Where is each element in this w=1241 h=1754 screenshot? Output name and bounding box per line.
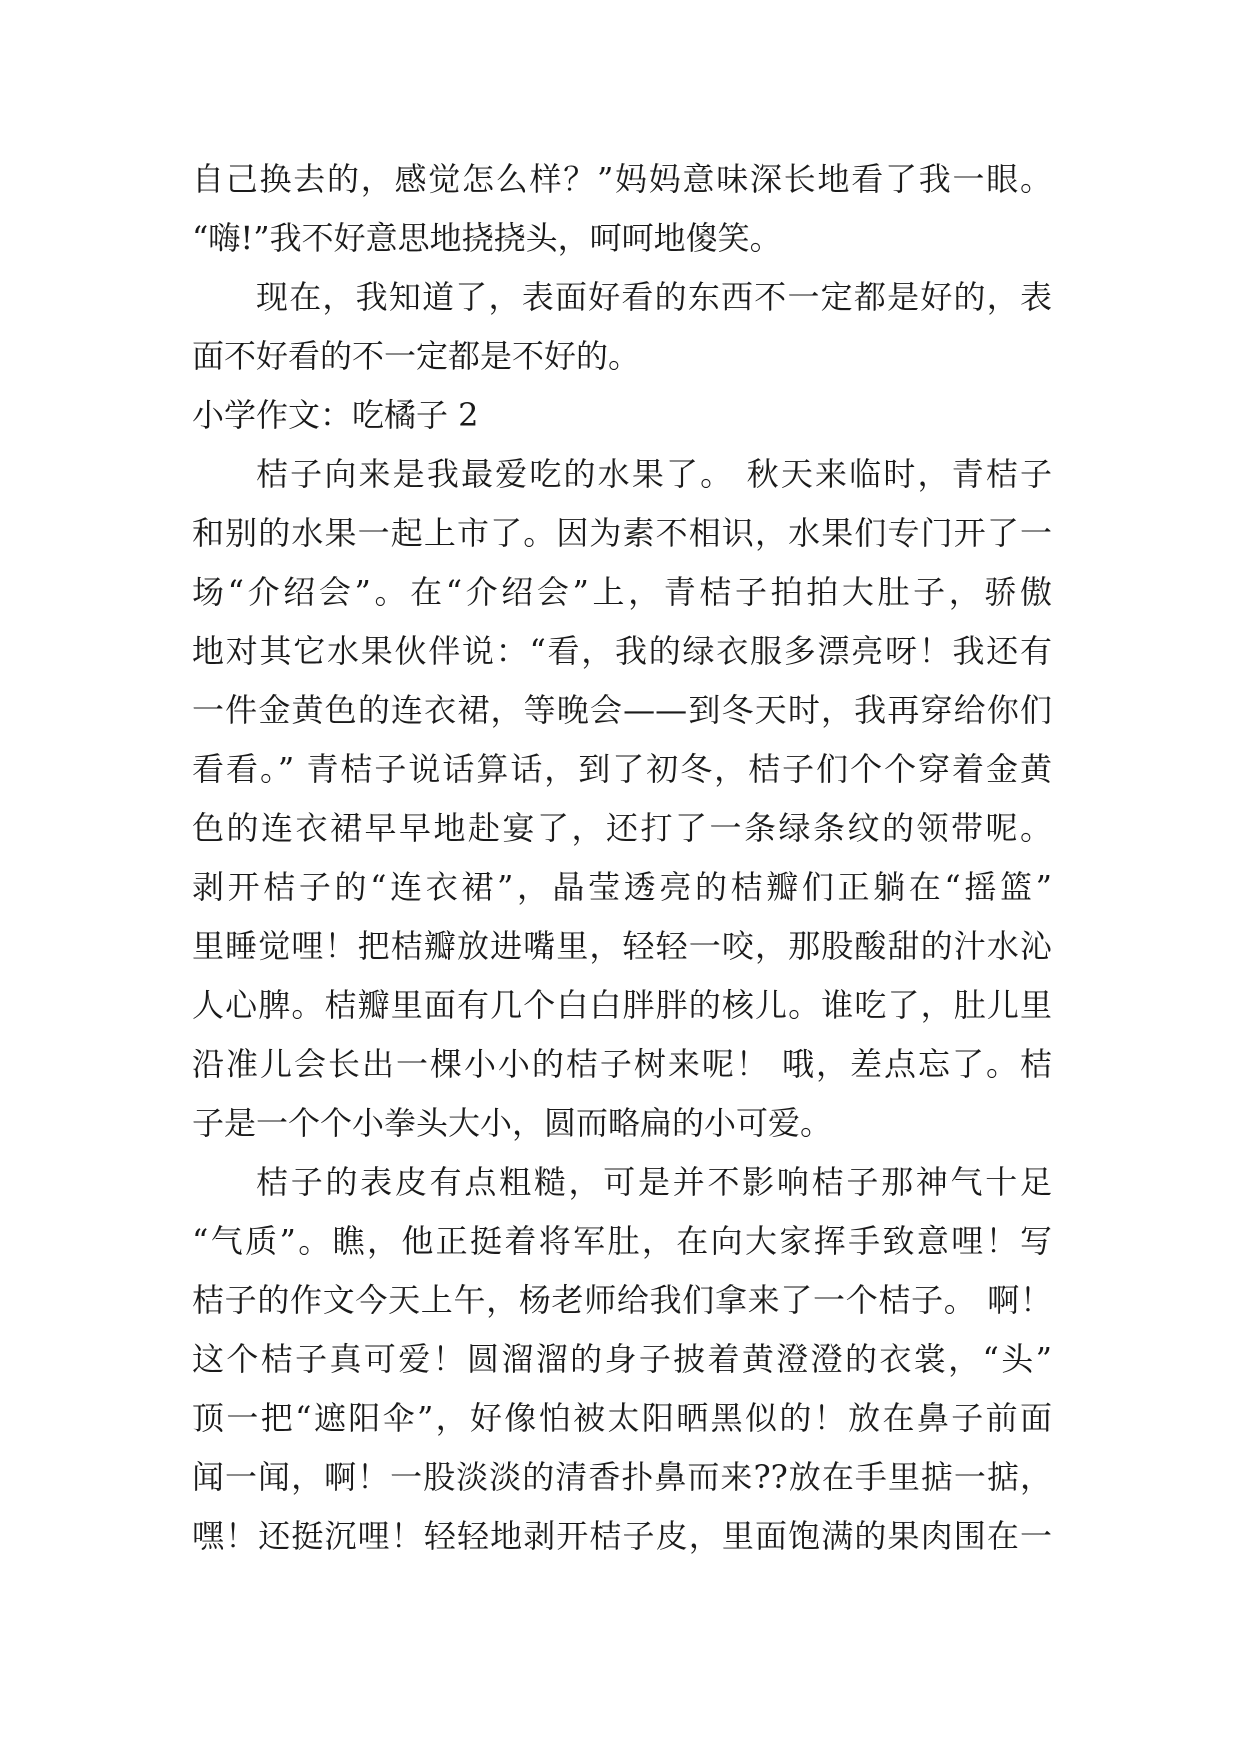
- text-line: 一件金黄色的连衣裙，等晚会——到冬天时，我再穿给你们: [192, 691, 1052, 729]
- text-line: 沿准儿会长出一棵小小的桔子树来呢！ 哦，差点忘了。桔: [192, 1045, 1052, 1083]
- text-line: “气质”。瞧，他正挺着将军肚，在向大家挥手致意哩！写: [192, 1222, 1052, 1260]
- essay-body: [192, 150, 1052, 1566]
- paragraph-first-line: 桔子的表皮有点粗糙，可是并不影响桔子那神气十足: [256, 1163, 1052, 1201]
- text-line: 这个桔子真可爱！圆溜溜的身子披着黄澄澄的衣裳，“头”: [192, 1340, 1052, 1378]
- text-line: 场“介绍会”。在“介绍会”上，青桔子拍拍大肚子，骄傲: [192, 573, 1052, 611]
- text-line: 子是一个个小拳头大小，圆而略扁的小可爱。: [192, 1104, 833, 1142]
- text-line: 嘿！还挺沉哩！轻轻地剥开桔子皮，里面饱满的果肉围在一: [192, 1517, 1052, 1555]
- text-line: 色的连衣裙早早地赴宴了，还打了一条绿条纹的领带呢。: [192, 809, 1052, 847]
- text-line: 看看。” 青桔子说话算话，到了初冬，桔子们个个穿着金黄: [192, 750, 1052, 788]
- section-heading: 小学作文：吃橘子 2: [192, 396, 479, 434]
- paragraph-first-line: 桔子向来是我最爱吃的水果了。 秋天来临时，青桔子: [256, 455, 1052, 493]
- text-line: 面不好看的不一定都是不好的。: [192, 337, 641, 375]
- text-line: 人心脾。桔瓣里面有几个白白胖胖的核儿。谁吃了，肚儿里: [192, 986, 1052, 1024]
- text-line: 地对其它水果伙伴说：“看，我的绿衣服多漂亮呀！我还有: [192, 632, 1052, 670]
- text-line: 里睡觉哩！把桔瓣放进嘴里，轻轻一咬，那股酸甜的汁水沁: [192, 927, 1052, 965]
- text-line: 剥开桔子的“连衣裙”，晶莹透亮的桔瓣们正躺在“摇篮”: [192, 868, 1052, 906]
- text-line: “嗨!”我不好意思地挠挠头，呵呵地傻笑。: [192, 219, 782, 257]
- text-line: 顶一把“遮阳伞”，好像怕被太阳晒黑似的！放在鼻子前面: [192, 1399, 1052, 1437]
- text-line: 桔子的作文今天上午，杨老师给我们拿来了一个桔子。 啊！: [192, 1281, 1052, 1319]
- text-line: 和别的水果一起上市了。因为素不相识，水果们专门开了一: [192, 514, 1052, 552]
- paragraph-first-line: 现在，我知道了，表面好看的东西不一定都是好的，表: [256, 278, 1052, 316]
- text-line: 自己换去的，感觉怎么样？”妈妈意味深长地看了我一眼。: [192, 160, 1052, 198]
- text-line: 闻一闻，啊！一股淡淡的清香扑鼻而来??放在手里掂一掂，: [192, 1458, 1052, 1496]
